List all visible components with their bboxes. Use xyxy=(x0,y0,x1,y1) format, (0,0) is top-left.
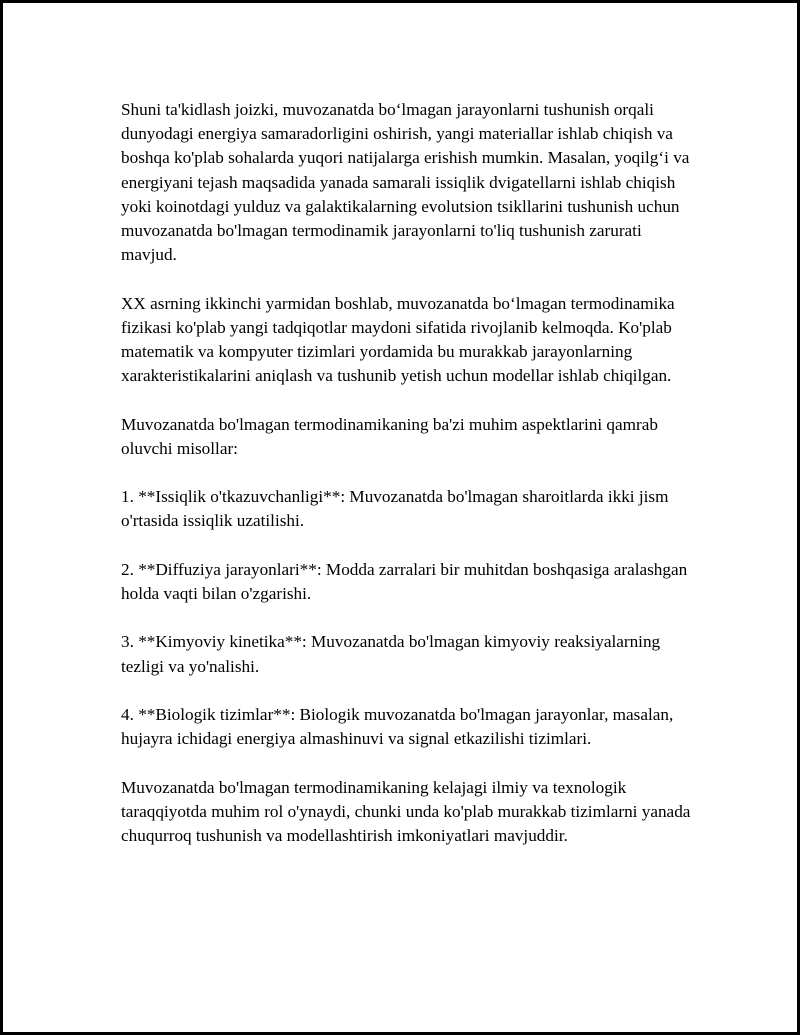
list-item-diffusion: 2. **Diffuziya jarayonlari**: Modda zarralari bir muhitdan boshqasiga aralashgan holda vaqti bilan o'zgarishi. xyxy=(121,559,688,603)
paragraph-history: XX asrning ikkinchi yarmidan boshlab, muvozanatda bo‘lmagan termodinamika fizikasi ko'plab yangi tadqiqotlar maydoni sifatida rivojlanib kelmoqda. Ko'plab matematik va kompyuter tizimlari yordamida bu murakkab jarayonlarning xarakteristikalarini aniqlash va tushunib yetish uchun modellar ishlab chiqilgan. xyxy=(121,293,675,386)
list-item-heat-conduction: 1. **Issiqlik o'tkazuvchanligi**: Muvozanatda bo'lmagan sharoitlarda ikki jism o'rtasida issiqlik uzatilishi. xyxy=(121,487,669,531)
paragraph-intro: Shuni ta'kidlash joizki, muvozanatda bo‘lmagan jarayonlarni tushunish orqali dunyodagi energiya samaradorligini oshirish, yangi materiallar ishlab chiqish va boshqa ko'plab sohalarda yuqori natijalarga erishish mumkin. Masalan, yoqilg‘i va energiyani tejash maqsadida yanada samarali issiqlik dvigatellarni ishlab chiqish yoki koinotdagi yulduz va galaktikalarning evolutsion tsikllarini tushunish uchun muvozanatda bo'lmagan termodinamik jarayonlarni to'liq tushunish zarurati mavjud. xyxy=(121,100,690,265)
list-item-biological-systems: 4. **Biologik tizimlar**: Biologik muvozanatda bo'lmagan jarayonlar, masalan, hujayra ichidagi energiya almashinuvi va signal etkazilishi tizimlari. xyxy=(121,704,674,749)
list-item-chemical-kinetics: 3. **Kimyoviy kinetika**: Muvozanatda bo'lmagan kimyoviy reaksiyalarning tezligi va yo'nalishi. xyxy=(121,632,661,676)
document-body xyxy=(121,98,701,848)
paragraph-examples-lead: Muvozanatda bo'lmagan termodinamikaning ba'zi muhim aspektlarini qamrab oluvchi misollar: xyxy=(121,414,658,458)
paragraph-conclusion: Muvozanatda bo'lmagan termodinamikaning kelajagi ilmiy va texnologik taraqqiyotda muhim rol o'ynaydi, chunki unda ko'plab murakkab tizimlarni yanada chuqurroq tushunish va modellashtirish imkoniyatlari mavjuddir. xyxy=(121,777,691,845)
